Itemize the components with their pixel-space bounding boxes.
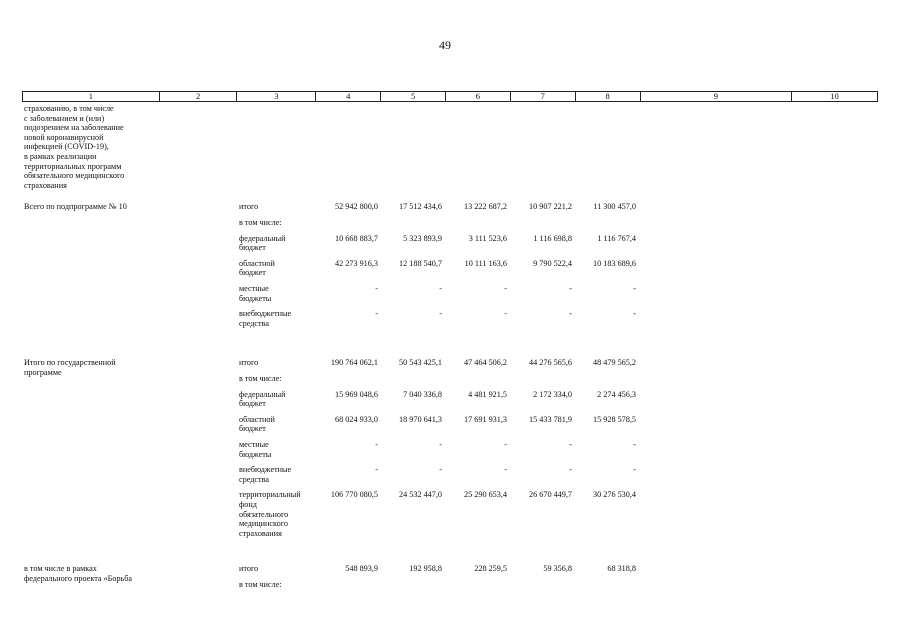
amount-cell: 192 958,8 xyxy=(409,564,442,574)
carryover-line: инфекцией (COVID-19), xyxy=(24,142,109,152)
carryover-line: в рамках реализации xyxy=(24,152,97,161)
amount-cell: - xyxy=(439,284,442,293)
amount-cell: - xyxy=(633,465,636,475)
amount-cell: - xyxy=(504,309,507,319)
amount-cell: 15 969 048,6 xyxy=(335,389,378,399)
carryover-line: обязательного медицинского xyxy=(24,171,125,181)
amount-cell: - xyxy=(439,309,442,319)
amount-cell: 17 512 434,6 xyxy=(399,202,442,212)
funding-source: страхования xyxy=(239,528,282,538)
column-number: 2 xyxy=(160,92,238,101)
funding-source: итого xyxy=(239,358,259,368)
carryover-line: с заболеванием и (или) xyxy=(24,113,105,123)
amount-cell: 7 040 336,8 xyxy=(403,389,442,399)
amount-cell: - xyxy=(504,465,507,475)
amount-cell: 2 172 334,0 xyxy=(533,389,572,399)
amount-cell: 68 318,8 xyxy=(607,564,636,574)
column-number: 4 xyxy=(316,92,381,101)
amount-cell: - xyxy=(633,284,636,293)
funding-source: средства xyxy=(239,474,270,484)
funding-source: федеральный xyxy=(239,233,286,243)
funding-source: в том числе: xyxy=(239,374,282,383)
amount-cell: - xyxy=(569,309,572,319)
funding-source: внебюджетные xyxy=(239,465,292,475)
funding-source: бюджет xyxy=(239,268,266,278)
amount-cell: 26 670 449,7 xyxy=(529,490,572,500)
amount-cell: 17 691 931,3 xyxy=(464,414,507,424)
amount-cell: 3 111 523,6 xyxy=(468,233,507,243)
carryover-line: страхованию, в том числе xyxy=(24,104,114,113)
amount-cell: 42 273 916,3 xyxy=(335,258,378,268)
amount-cell: 50 543 425,1 xyxy=(399,358,442,368)
funding-source: бюджет xyxy=(239,243,266,253)
amount-cell: 4 481 921,5 xyxy=(468,389,507,399)
carryover-line: страхования xyxy=(24,180,67,190)
amount-cell: - xyxy=(439,440,442,449)
funding-source: местные xyxy=(239,284,269,293)
amount-cell: 11 300 457,0 xyxy=(593,202,636,212)
amount-cell: 10 111 163,6 xyxy=(464,258,507,268)
amount-cell: 5 323 893,9 xyxy=(403,233,442,243)
funding-source: медицинского xyxy=(239,519,288,529)
amount-cell: - xyxy=(633,440,636,449)
funding-source: итого xyxy=(239,564,259,574)
amount-cell: 10 183 689,6 xyxy=(593,258,636,268)
funding-source: местные xyxy=(239,440,269,449)
amount-cell: - xyxy=(504,284,507,293)
amount-cell: - xyxy=(569,440,572,449)
amount-cell: - xyxy=(375,284,378,293)
amount-cell: 30 276 530,4 xyxy=(593,490,636,500)
amount-cell: 2 274 456,3 xyxy=(597,389,636,399)
column-number: 8 xyxy=(576,92,641,101)
amount-cell: - xyxy=(569,284,572,293)
funding-source: бюджеты xyxy=(239,449,272,459)
amount-cell: - xyxy=(375,440,378,449)
amount-cell: 18 970 641,3 xyxy=(399,414,442,424)
funding-source: фонд xyxy=(239,500,257,509)
funding-source: областной xyxy=(239,414,275,424)
column-number: 3 xyxy=(237,92,316,101)
amount-cell: 548 893,9 xyxy=(345,564,378,574)
amount-cell: 68 024 933,0 xyxy=(335,414,378,424)
amount-cell: 106 770 080,5 xyxy=(330,490,378,500)
amount-cell: 44 276 565,6 xyxy=(529,358,572,368)
funding-source: обязательного xyxy=(239,509,289,519)
amount-cell: - xyxy=(375,309,378,319)
carryover-line: территориальных программ xyxy=(24,161,122,171)
column-number: 6 xyxy=(446,92,511,101)
column-number: 5 xyxy=(381,92,446,101)
amount-cell: 48 479 565,2 xyxy=(593,358,636,368)
funding-source: бюджеты xyxy=(239,293,272,303)
group-label: программе xyxy=(24,368,62,377)
amount-cell: 1 116 767,4 xyxy=(597,233,636,243)
amount-cell: 47 464 506,2 xyxy=(464,358,507,368)
amount-cell: 190 764 062,1 xyxy=(330,358,378,368)
amount-cell: - xyxy=(504,440,507,449)
column-number-header xyxy=(22,91,878,102)
amount-cell: 25 290 653,4 xyxy=(464,490,507,500)
carryover-line: подозрением на заболевание xyxy=(24,123,124,133)
amount-cell: 9 790 522,4 xyxy=(533,258,572,268)
amount-cell: 228 259,5 xyxy=(474,564,507,574)
amount-cell: 24 532 447,0 xyxy=(399,490,442,500)
funding-source: бюджет xyxy=(239,424,266,434)
group-label: Всего по подпрограмме № 10 xyxy=(24,202,127,212)
group-label: Итого по государственной xyxy=(24,358,116,368)
amount-cell: - xyxy=(569,465,572,475)
amount-cell: 59 356,8 xyxy=(543,564,572,574)
amount-cell: 10 668 883,7 xyxy=(335,233,378,243)
amount-cell: - xyxy=(633,309,636,319)
funding-source: федеральный xyxy=(239,389,286,399)
amount-cell: 52 942 800,0 xyxy=(335,202,378,212)
funding-source: бюджет xyxy=(239,399,266,409)
column-number: 7 xyxy=(511,92,576,101)
funding-source: средства xyxy=(239,318,270,328)
funding-source: итого xyxy=(239,202,259,212)
funding-source: в том числе: xyxy=(239,218,282,227)
column-number: 9 xyxy=(641,92,793,101)
group-label: в том числе в рамках xyxy=(24,564,97,574)
group-label: федерального проекта «Борьба xyxy=(24,574,133,583)
funding-source: в том числе: xyxy=(239,580,282,589)
amount-cell: - xyxy=(439,465,442,475)
funding-source: областной xyxy=(239,258,275,268)
amount-cell: - xyxy=(375,465,378,475)
carryover-line: новой коронавирусной xyxy=(24,132,104,142)
amount-cell: 13 222 687,2 xyxy=(464,202,507,212)
amount-cell: 15 928 578,5 xyxy=(593,414,636,424)
page-number: 49 xyxy=(439,38,451,52)
funding-source: внебюджетные xyxy=(239,309,292,319)
funding-source: территориальный xyxy=(239,490,301,500)
amount-cell: 10 907 221,2 xyxy=(529,202,572,212)
amount-cell: 15 433 781,9 xyxy=(529,414,572,424)
column-number: 1 xyxy=(23,92,160,101)
amount-cell: 1 116 698,8 xyxy=(533,233,572,243)
amount-cell: 12 188 540,7 xyxy=(399,258,442,268)
column-number: 10 xyxy=(830,91,839,101)
